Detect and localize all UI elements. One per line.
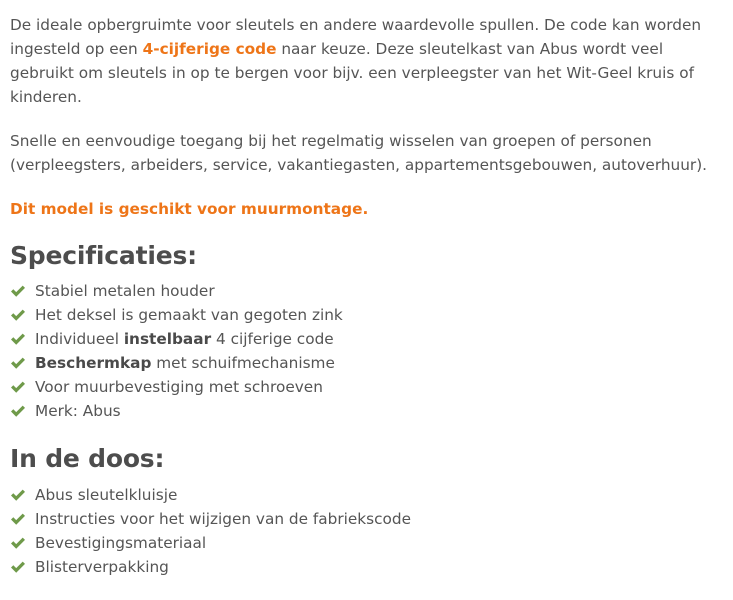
intro-paragraph xyxy=(10,13,725,109)
list-item-label: Beschermkap met schuifmechanisme xyxy=(35,354,335,372)
usage-paragraph: Snelle en eenvoudige toegang bij het regelmatig wisselen van groepen of personen (verpleegsters, arbeiders, service, vakantiegasten, appartementsgebouwen, autoverhuur). xyxy=(10,132,708,174)
list-item-label: Stabiel metalen houder xyxy=(35,282,215,300)
box-contents-heading: In de doos: xyxy=(10,444,165,473)
specifications-heading: Specificaties: xyxy=(10,241,197,270)
list-item xyxy=(10,351,725,375)
list-item-emphasis: instelbaar xyxy=(123,330,212,348)
check-icon xyxy=(10,536,26,550)
list-item xyxy=(10,399,725,423)
check-icon xyxy=(10,332,26,346)
list-item-label: Blisterverpakking xyxy=(35,558,169,576)
intro-text-part2: naar keuze. Deze sleutelkast van Abus wordt veel gebruikt om sleutels in op te bergen voor bijv. een verpleegster van het Wit-Geel kruis of kinderen. xyxy=(10,40,694,106)
list-item xyxy=(10,507,725,531)
list-item-label: Instructies voor het wijzigen van de fabriekscode xyxy=(35,510,412,528)
check-icon xyxy=(10,404,26,418)
list-item xyxy=(10,483,725,507)
check-icon xyxy=(10,308,26,322)
list-item-label: Het deksel is gemaakt van gegoten zink xyxy=(35,306,343,324)
check-icon xyxy=(10,380,26,394)
check-icon xyxy=(10,488,26,502)
intro-text-part1: De ideale opbergruimte voor sleutels en andere waardevolle spullen. De code kan worden ingesteld op een xyxy=(10,16,702,58)
list-item-label: Individueel instelbaar 4 cijferige code xyxy=(35,330,334,348)
check-icon xyxy=(10,284,26,298)
list-item xyxy=(10,303,725,327)
list-item-label: Abus sleutelkluisje xyxy=(35,486,178,504)
mounting-note: Dit model is geschikt voor muurmontage. xyxy=(10,200,369,218)
list-item xyxy=(10,531,725,555)
list-item-label: Bevestigingsmateriaal xyxy=(35,534,207,552)
list-item xyxy=(10,555,725,579)
list-item xyxy=(10,375,725,399)
box-contents-list xyxy=(10,483,725,579)
check-icon xyxy=(10,512,26,526)
specifications-list xyxy=(10,279,725,423)
list-item-emphasis: Beschermkap xyxy=(35,354,152,372)
check-icon xyxy=(10,356,26,370)
product-description xyxy=(10,13,725,579)
list-item xyxy=(10,279,725,303)
list-item-label: Voor muurbevestiging met schroeven xyxy=(35,378,323,396)
check-icon xyxy=(10,560,26,574)
intro-highlight-code: 4-cijferige code xyxy=(142,40,277,58)
list-item xyxy=(10,327,725,351)
list-item-label: Merk: Abus xyxy=(35,402,121,420)
